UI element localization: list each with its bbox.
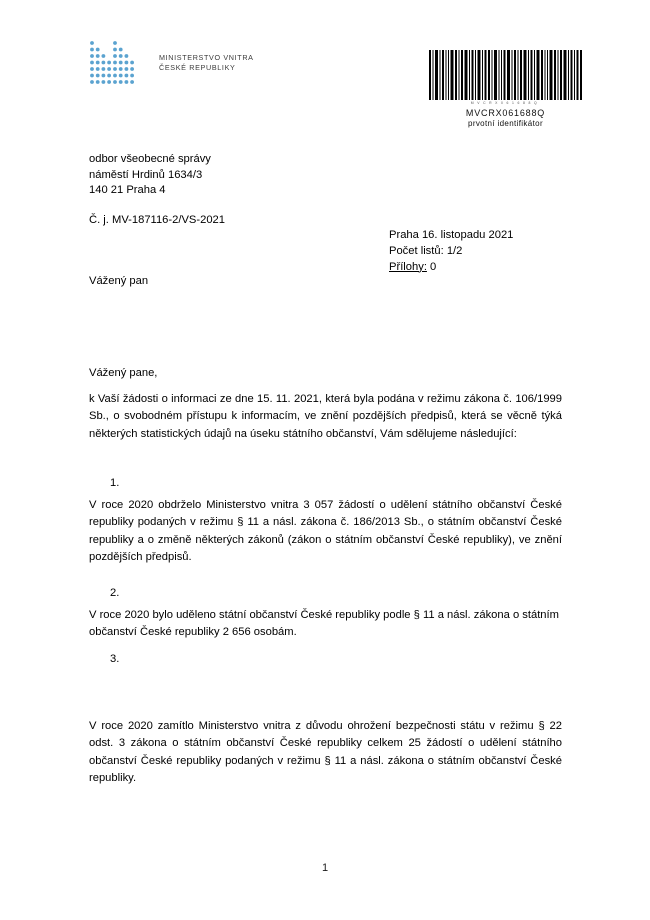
- place-and-date: Praha 16. listopadu 2021: [389, 229, 514, 241]
- ministry-logo-line1: MINISTERSTVO VNITRA: [159, 53, 254, 63]
- attachments-line: [389, 260, 513, 276]
- attachments-label: Přílohy:: [389, 260, 427, 273]
- item-paragraph-3: V roce 2020 zamítlo Ministerstvo vnitra z důvodu ohrožení bezpečnosti státu v režimu § 22 odst. 3 zákona o státním občanství České republiky celkem 25 žádostí o udělení státního občanství České republiky podaných v režimu § 11 a násl. zákona o státním občanství České republiky.: [89, 720, 562, 785]
- item-paragraph-2: V roce 2020 bylo uděleno státní občanství České republiky podle § 11 a násl. zákona o státním občanství České republiky 2 656 osobám.: [89, 609, 559, 639]
- item-paragraph-1: V roce 2020 obdrželo Ministerstvo vnitra 3 057 žádostí o udělení státního občanství České republiky podaných v režimu § 11 a násl. zákona č. 186/2013 Sb., o státním občanství České republiky a o změně některých zákonů (zákon o státním občanství České republiky), ve znění pozdějších předpisů.: [89, 499, 562, 564]
- attachments-value: 0: [430, 260, 437, 273]
- ministry-dot-matrix-m-logo: [88, 40, 146, 86]
- item-number-3: 3.: [110, 653, 120, 665]
- intro-paragraph: k Vaší žádosti o informaci ze dne 15. 11. 2021, která byla podána v režimu zákona č. 106/1999 Sb., o svobodném přístupu k informacím, ve znění pozdějších předpisů, která se věcně týká některých statistických údajů na úseku státního občanství, Vám sdělujeme následující:: [89, 393, 562, 440]
- letterhead: [0, 0, 650, 140]
- item-number-2: 2.: [110, 587, 120, 599]
- sheet-count: Počet listů: 1/2: [389, 244, 463, 257]
- barcode-micro-text: MVCRX061688Q: [470, 101, 541, 105]
- greeting-line: Vážený pane,: [89, 367, 158, 379]
- letter-meta-block: [389, 228, 513, 275]
- barcode-block: [428, 50, 583, 128]
- addressee-line: Vážený pan: [89, 275, 149, 287]
- ministry-logo-line2: ČESKÉ REPUBLIKY: [159, 63, 236, 72]
- sender-address-block: [89, 152, 211, 199]
- barcode-caption: prvotní identifikátor: [468, 119, 543, 128]
- barcode-code-text: MVCRX061688Q: [465, 108, 546, 118]
- ministry-logo-text: [159, 53, 254, 72]
- sender-street: náměstí Hrdinů 1634/3: [89, 168, 203, 181]
- reference-number: Č. j. MV-187116-2/VS-2021: [89, 214, 225, 226]
- sender-city: 140 21 Praha 4: [89, 184, 166, 197]
- item-number-1: 1.: [110, 477, 120, 489]
- code128-barcode-icon: [428, 50, 583, 100]
- ministry-logo: [88, 40, 254, 86]
- sender-department: odbor všeobecné správy: [89, 153, 211, 165]
- page-number: 1: [321, 862, 329, 874]
